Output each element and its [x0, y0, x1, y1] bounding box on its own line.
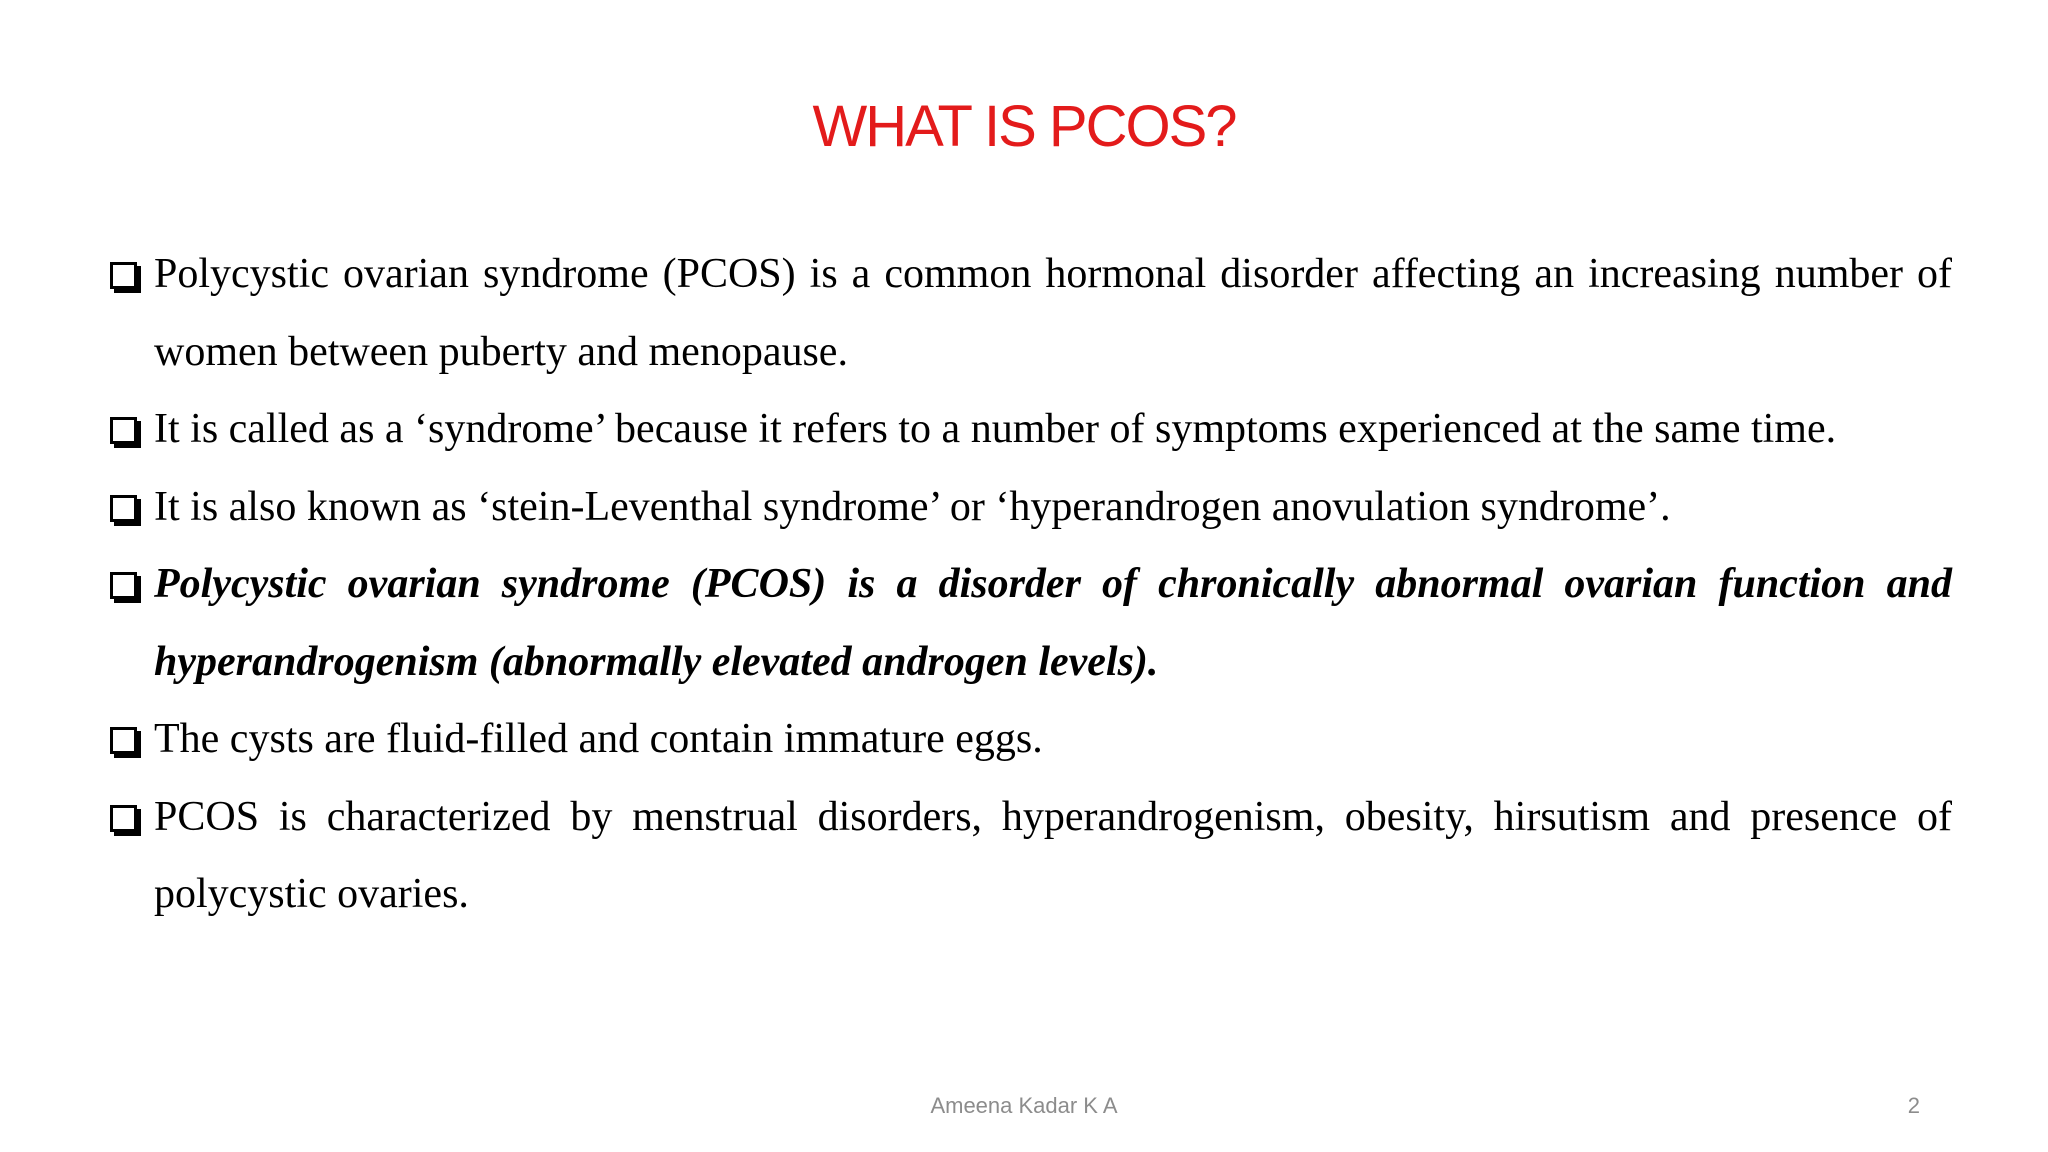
checkbox-icon — [110, 262, 137, 289]
bullet-text: Polycystic ovarian syndrome (PCOS) is a common hormonal disorder affecting an increasing number of women between puberty and menopause. — [154, 251, 1952, 375]
list-item — [108, 779, 1952, 934]
slide-title: WHAT IS PCOS? — [812, 94, 1236, 159]
checkbox-icon — [110, 727, 137, 754]
bullet-list — [108, 236, 1952, 934]
page-number: 2 — [1907, 1093, 1920, 1118]
bullet-text-emphasized: Polycystic ovarian syndrome (PCOS) is a disorder of chronically abnormal ovarian function and hyperandrogenism (abnormally elevated androgen levels). — [154, 561, 1952, 685]
bullet-text: The cysts are fluid-filled and contain immature eggs. — [154, 716, 1043, 762]
checkbox-icon — [110, 495, 137, 522]
list-item — [108, 469, 1952, 547]
checkbox-icon — [110, 805, 137, 832]
list-item — [108, 701, 1952, 779]
checkbox-icon — [110, 572, 137, 599]
checkbox-icon — [110, 417, 137, 444]
list-item — [108, 546, 1952, 701]
bullet-text: It is also known as ‘stein-Leventhal syndrome’ or ‘hyperandrogen anovulation syndrome’. — [154, 483, 1671, 530]
bullet-text: PCOS is characterized by menstrual disorders, hyperandrogenism, obesity, hirsutism and presence of polycystic ovaries. — [154, 793, 1952, 917]
list-item — [108, 391, 1952, 469]
footer-author: Ameena Kadar K A — [930, 1093, 1118, 1118]
list-item — [108, 236, 1952, 391]
bullet-text: It is called as a ‘syndrome’ because it refers to a number of symptoms experienced at the same time. — [154, 406, 1837, 452]
